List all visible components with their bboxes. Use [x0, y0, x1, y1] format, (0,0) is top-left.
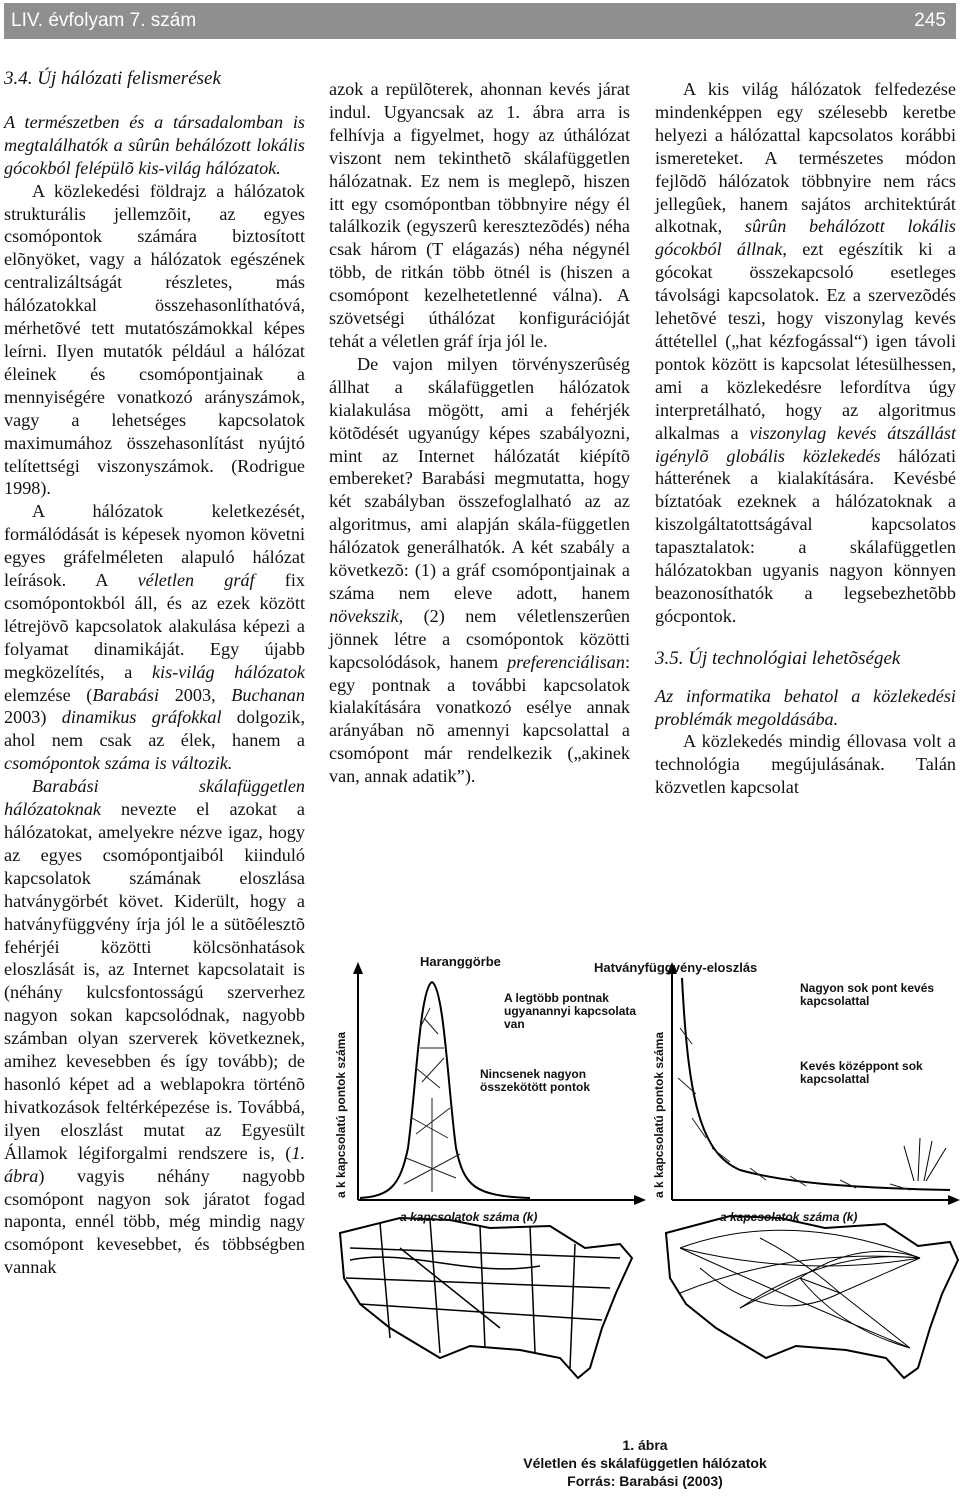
caption-number: 1. ábra	[622, 1437, 668, 1453]
section-heading-3-4: 3.4. Új hálózati felismerések	[4, 68, 221, 89]
note-most-equal: A legtöbb pontnak ugyanannyi kapcsolata van	[504, 991, 637, 1031]
running-header	[4, 3, 956, 39]
column-2	[329, 78, 630, 788]
paragraph: A közlekedés mindig éllovasa volt a technológia megújulásának. Talán közvetlen kapcsolat	[655, 731, 956, 798]
paragraph: De vajon milyen törvényszerûség állhat a skálafüggetlen hálózatok kialakulása mögött, ami a fehérjék kötõdését ugyanúgy képes szabályozni, mint az Internet hálózatát kiépítõ embereket? Barabási megmutatta, hogy két szabályban összefoglalható az az algoritmus, ami alapján skála-független hálózatok generálhatók. A két szabály a következõ: (1) a gráf csomópontjainak a száma nem eleve adott, hanem növekszik, (2) nem véletlenszerûen jönnek létre a csomópontok közötti kapcsolódások, hanem preferenciálisan: egy pontnak a további kapcsolatok kialakítására vonatkozó esélye annak arányában nõ amennyi kapcsolattal a csomópont már rendelkezik („akinek van, annak adatik”).	[329, 353, 630, 787]
paragraph: A kis világ hálózatok felfedezése mindenképpen egy szélesebb keretbe helyezi a hálózattal kapcsolatos korábbi ismereteket. A természetes módon fejlõdõ hálózatok többnyire nem rács jellegûek, hanem sajátos architektúrát alkotnak, sûrûn behálózott lokális gócokból állnak, ezt egészítik ki a gócokat összekapcsoló esetleges távolsági kapcsolatok. Ez a szervezõdés lehetõvé teszi, hogy viszonylag kevés áttétellel („hat kézfogással“) igen távoli pontok között is kapcsolat létesülhessen, ami a közlekedésre lefordítva úgy interpretálható, hogy az algoritmus alkalmas a viszonylag kevés átszállást igénylõ globális közlekedés hálózati hátterének a kialakítására. Kevésbé bíztatóak ezeknek a hálózatoknak a kiszolgáltatottságával kapcsolatos tapasztalatok: a skálafüggetlen hálózatokban ugyanis nagyon könnyen beazonosíthatók a legsebezhetõbb gócpontok.	[655, 79, 956, 626]
note-few-many: Kevés középpont sok kapcsolattal	[800, 1059, 923, 1086]
caption-source: Forrás: Barabási (2003)	[567, 1473, 723, 1489]
paragraph: azok a repülõterek, ahonnan kevés járat indul. Ugyancsak az 1. ábra arra is felhívja a figyelmet, hogy az úthálózat viszont nem tekinthetõ skálafüggetlen hálózatnak. Ez nem is meglepõ, hiszen itt egy csomópontban többnyire négy él találkozik (egyszerû keresztezõdés) néha csak három (T elágazás) néha négynél több, de ritkán több ötnél is (hiszen a csomópont kezelhetetlenné válna). A szövetségi úthálózat konfigurációját tehát a véletlen gráf írja jól le.	[329, 79, 630, 351]
journal-volume: LIV. évfolyam 7. szám	[11, 10, 197, 31]
airline-network-map	[666, 1216, 958, 1378]
right-x-axis-label: a kapcsolatok száma (k)	[720, 1210, 858, 1224]
note-many-few: Nagyon sok pont kevés kapcsolattal	[800, 981, 935, 1008]
section-lead-3-4: A természetben és a társadalomban is megtalálhatók a sûrûn behálózott lokális gócokból felépülõ kis-világ hálózatok.	[4, 111, 305, 178]
paragraph: A hálózatok keletkezését, formálódását is képesek nyomon követni egyes gráfelméleten alapuló hálózat leírások. A véletlen gráf fix csomópontokból áll, és az ezek között létrejövõ kapcsolatok alakulása képezi a folyamat dinamikáját. Egy újabb megközelítés, a kis-világ hálózatok elemzése (Barabási 2003, Buchanan 2003) dinamikus gráfokkal dolgozik, ahol nem csak az élek, hanem a csomópontok száma is változik.	[4, 501, 305, 774]
section-lead-3-5: Az informatika behatol a közlekedési problémák megoldásába.	[655, 685, 956, 729]
section-heading-3-5: 3.5. Új technológiai lehetõségek	[655, 647, 901, 669]
column-3	[655, 78, 956, 799]
paragraph: Barabási skálafüggetlen hálózatoknak nevezte el azokat a hálózatokat, amelyekre nézve igaz, hogy az egyes csomópontjaiból kiinduló kapcsolatok számának eloszlása hatványgörbét követ. Kiderült, hogy a hatványfüggvény írja jól le a sütõélesztõ fehérjéi közötti kölcsönhatások eloszlását is, az Internet kapcsolatait is (néhány kulcsfontosságú szerverhez nagyon sokan kapcsolódnak, nagyobb számban olyan szerverek következnek, amihez kevesebben és így tovább); de hasonló képet ad a weblapokra történõ hivatkozások feltérképezése is. Továbbá, ilyen eloszlást mutat az Egyesült Államok légiforgalmi rendszere is, (1. ábra) vagyis néhány nagyobb csomópont nagyon sok járatot fogad naponta, ennél több, még mindig nagy csomópont kevesebbet, és többségben vannak	[4, 776, 305, 1278]
right-panel-title: Hatványfüggvény-eloszlás	[594, 960, 758, 975]
right-y-axis-label: a k kapcsolatú pontok száma	[652, 1031, 666, 1198]
caption-title: Véletlen és skálafüggetlen hálózatok	[523, 1455, 767, 1471]
left-x-axis-label: a kapcsolatok száma (k)	[400, 1210, 538, 1224]
figure-networks	[320, 948, 960, 1388]
paragraph: A közlekedési földrajz a hálózatok strukturális jellemzõit, az egyes csomópontok számára biztosított elõnyöket, vagy a hálózatok egészének centralizáltságát részletes, más hálózatokkal összehasonlíthatóvá, mérhetõvé tett mutatószámokkal képes leírni. Ilyen mutatók például a hálózat éleinek és csomópontjainak a mennyiségére vonatkozó arányszámok, vagy a lehetséges kapcsolatok maximumához összehasonlítást nyújtó telítettségi viszonyszámok. (Rodrigue 1998).	[4, 180, 305, 499]
page-number: 245	[914, 10, 946, 31]
road-network-map	[340, 1218, 632, 1378]
column-1	[4, 68, 305, 1279]
note-no-hubs: Nincsenek nagyon összekötött pontok	[480, 1067, 590, 1094]
left-y-axis-label: a k kapcsolatú pontok száma	[334, 1031, 348, 1198]
left-panel-title: Haranggörbe	[420, 954, 501, 969]
figure-caption	[470, 1436, 820, 1490]
